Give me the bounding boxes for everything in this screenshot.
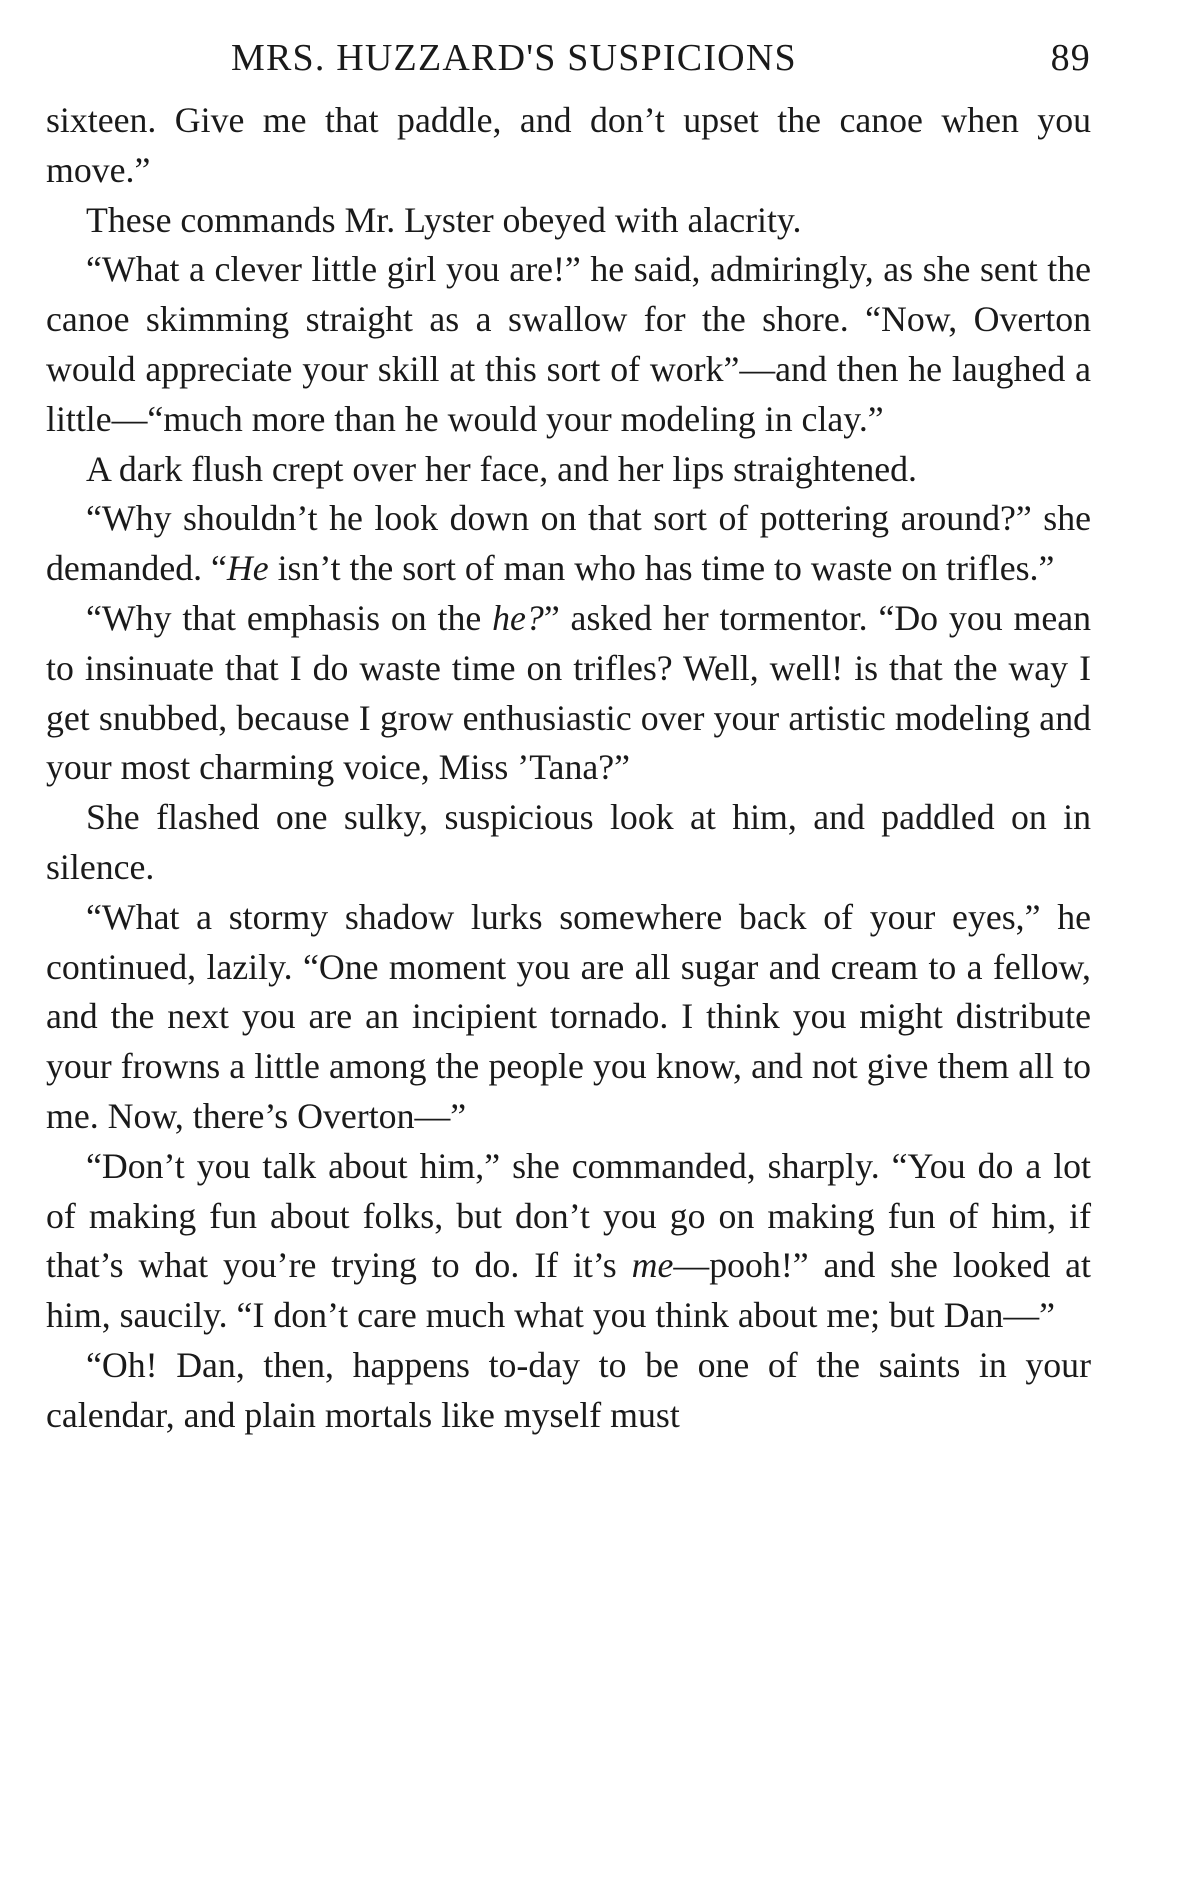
- paragraph: “What a stormy shadow lurks somewhere back of your eyes,” he continued, lazily. “One moment you are all sugar and cream to a fellow, and the next you are an incipient tornado. I think you might distribute your frowns a little among the people you know, and not give them all to me. Now, there’s Overton—”: [46, 896, 1091, 1136]
- paragraph: sixteen. Give me that paddle, and don’t upset the canoe when you move.”: [46, 100, 1091, 190]
- paragraph: These commands Mr. Lyster obeyed with alacrity.: [86, 199, 802, 240]
- body-text: [46, 96, 1091, 1441]
- book-page: [46, 28, 1091, 1441]
- paragraph: [46, 1142, 1091, 1341]
- paragraph-text: “Don’t you talk about him,” she commanded, sharply. “You do a lot of making fun about folks, but don’t you go on making fun of him, if that’s what you’re trying to do. If it’s: [46, 1145, 1091, 1286]
- paragraph: [46, 594, 1091, 793]
- paragraph: A dark flush crept over her face, and her lips straightened.: [86, 448, 917, 489]
- paragraph-text: isn’t the sort of man who has time to waste on trifles.”: [268, 548, 1055, 589]
- page-number: 89: [1050, 37, 1091, 79]
- paragraph: [46, 494, 1091, 594]
- running-head: [46, 28, 1091, 96]
- paragraph: “What a clever little girl you are!” he said, admiringly, as she sent the canoe skimming straight as a swallow for the shore. “Now, Overton would appreciate your skill at this sort of work”—and then he laughed a little—“much more than he would your modeling in clay.”: [46, 249, 1091, 439]
- paragraph-text: “Why that emphasis on the: [86, 597, 493, 638]
- paragraph: “Oh! Dan, then, happens to-day to be one of the saints in your calendar, and plain mortals like myself must: [46, 1344, 1091, 1435]
- emphasized-word: He: [226, 548, 269, 589]
- paragraph: She flashed one sulky, suspicious look at him, and paddled on in silence.: [46, 797, 1091, 887]
- paragraph-text: ” asked her tormentor. “Do you mean to insinuate that I do waste time on trifles? Well, well! is that the way I get snubbed, because I grow enthusiastic over your artistic modeling and your most charming voice, Miss ’Tana?”: [46, 597, 1091, 788]
- paragraph-text: “Why shouldn’t he look down on that sort of pottering around?” she demanded. “: [46, 498, 1091, 589]
- emphasized-word: me: [631, 1245, 674, 1286]
- paragraph-text: —pooh!” and she looked at him, saucily. “I don’t care much what you think about me; but Dan—”: [46, 1245, 1091, 1336]
- running-title: MRS. HUZZARD'S SUSPICIONS: [231, 37, 797, 79]
- emphasized-word: he?: [492, 597, 544, 638]
